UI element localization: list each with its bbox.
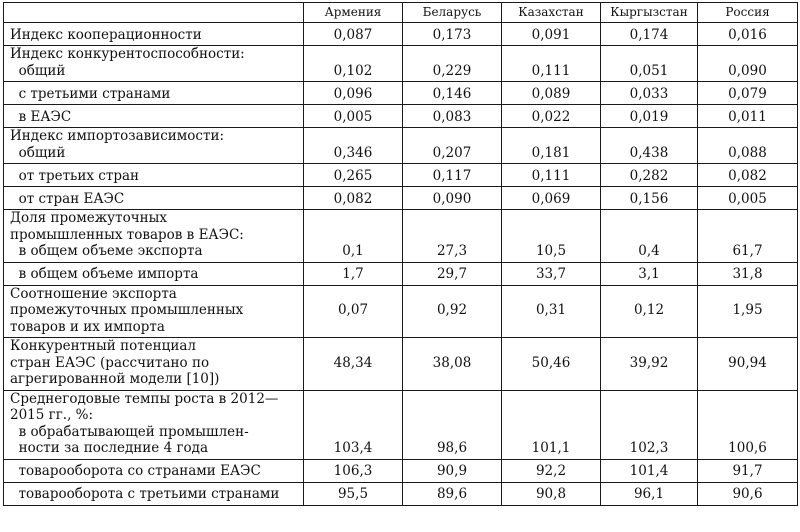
table-row (4, 210, 798, 263)
header-russia: Россия (698, 3, 798, 23)
cell-value: 0,019 (601, 105, 698, 128)
cell-value: 0,083 (403, 105, 502, 128)
table-row (4, 164, 798, 187)
row-label: от стран ЕАЭС (4, 187, 304, 210)
cell-value: 90,6 (698, 482, 798, 505)
cell-value: 1,95 (698, 285, 798, 338)
cell-value: 0,087 (304, 23, 403, 46)
cell-value: 101,1 (502, 390, 601, 459)
cell-value: 0,005 (698, 187, 798, 210)
cell-value: 90,9 (403, 459, 502, 482)
cell-value: 0,082 (304, 187, 403, 210)
cell-value: 103,4 (304, 390, 403, 459)
cell-value: 0,091 (502, 23, 601, 46)
cell-value: 90,8 (502, 482, 601, 505)
cell-value: 0,1 (304, 210, 403, 263)
cell-value: 0,12 (601, 285, 698, 338)
table-row (4, 46, 798, 82)
cell-value: 0,102 (304, 46, 403, 82)
header-row (4, 3, 798, 23)
cell-value: 0,229 (403, 46, 502, 82)
cell-value: 92,2 (502, 459, 601, 482)
table-row (4, 82, 798, 105)
cell-value: 38,08 (403, 338, 502, 391)
cell-value: 29,7 (403, 262, 502, 285)
cell-value: 0,07 (304, 285, 403, 338)
cell-value: 98,6 (403, 390, 502, 459)
table-row (4, 338, 798, 391)
header-kyrgyzstan: Кыргызстан (601, 3, 698, 23)
table-row (4, 105, 798, 128)
cell-value: 0,174 (601, 23, 698, 46)
cell-value: 0,438 (601, 128, 698, 164)
header-belarus: Беларусь (403, 3, 502, 23)
cell-value: 10,5 (502, 210, 601, 263)
cell-value: 3,1 (601, 262, 698, 285)
cell-value: 0,156 (601, 187, 698, 210)
row-label: товарооборота с третьими странами (4, 482, 304, 505)
cell-value: 0,111 (502, 46, 601, 82)
row-label: от третьих стран (4, 164, 304, 187)
table-row (4, 390, 798, 459)
cell-value: 106,3 (304, 459, 403, 482)
cell-value: 102,3 (601, 390, 698, 459)
cell-value: 61,7 (698, 210, 798, 263)
cell-value: 31,8 (698, 262, 798, 285)
cell-value: 0,207 (403, 128, 502, 164)
cell-value: 0,069 (502, 187, 601, 210)
cell-value: 0,090 (698, 46, 798, 82)
cell-value: 39,92 (601, 338, 698, 391)
cell-value: 0,92 (403, 285, 502, 338)
cell-value: 0,096 (304, 82, 403, 105)
cell-value: 0,088 (698, 128, 798, 164)
cell-value: 0,033 (601, 82, 698, 105)
table-row (4, 23, 798, 46)
row-label: Конкурентный потенциал стран ЕАЭС (рассчитано по агрегированной модели [10]) (4, 338, 304, 391)
cell-value: 1,7 (304, 262, 403, 285)
table-row (4, 187, 798, 210)
table-row (4, 262, 798, 285)
cell-value: 100,6 (698, 390, 798, 459)
cell-value: 96,1 (601, 482, 698, 505)
table-row (4, 459, 798, 482)
row-label: Доля промежуточных промышленных товаров в ЕАЭС: в общем объеме экспорта (4, 210, 304, 263)
cell-value: 0,181 (502, 128, 601, 164)
cell-value: 91,7 (698, 459, 798, 482)
row-label: в ЕАЭС (4, 105, 304, 128)
cell-value: 95,5 (304, 482, 403, 505)
indicators-table (3, 2, 798, 506)
header-empty (4, 3, 304, 23)
row-label: Соотношение экспорта промежуточных промышленных товаров и их импорта (4, 285, 304, 338)
cell-value: 0,282 (601, 164, 698, 187)
header-kazakhstan: Казахстан (502, 3, 601, 23)
cell-value: 0,011 (698, 105, 798, 128)
table-row (4, 128, 798, 164)
cell-value: 27,3 (403, 210, 502, 263)
cell-value: 0,082 (698, 164, 798, 187)
cell-value: 33,7 (502, 262, 601, 285)
cell-value: 101,4 (601, 459, 698, 482)
header-armenia: Армения (304, 3, 403, 23)
cell-value: 0,051 (601, 46, 698, 82)
cell-value: 0,089 (502, 82, 601, 105)
cell-value: 0,005 (304, 105, 403, 128)
cell-value: 0,146 (403, 82, 502, 105)
cell-value: 0,4 (601, 210, 698, 263)
cell-value: 90,94 (698, 338, 798, 391)
cell-value: 0,111 (502, 164, 601, 187)
cell-value: 48,34 (304, 338, 403, 391)
cell-value: 0,016 (698, 23, 798, 46)
table-row (4, 482, 798, 505)
row-label: Среднегодовые темпы роста в 2012— 2015 гг., %: в обрабатывающей промышлен- ности за последние 4 года (4, 390, 304, 459)
row-label: с третьими странами (4, 82, 304, 105)
row-label: Индекс кооперационности (4, 23, 304, 46)
cell-value: 0,265 (304, 164, 403, 187)
row-label: в общем объеме импорта (4, 262, 304, 285)
cell-value: 0,31 (502, 285, 601, 338)
cell-value: 0,079 (698, 82, 798, 105)
row-label: Индекс конкурентоспособности: общий (4, 46, 304, 82)
cell-value: 50,46 (502, 338, 601, 391)
row-label: товарооборота со странами ЕАЭС (4, 459, 304, 482)
cell-value: 0,117 (403, 164, 502, 187)
cell-value: 0,346 (304, 128, 403, 164)
cell-value: 89,6 (403, 482, 502, 505)
cell-value: 0,173 (403, 23, 502, 46)
row-label: Индекс импортозависимости: общий (4, 128, 304, 164)
cell-value: 0,090 (403, 187, 502, 210)
cell-value: 0,022 (502, 105, 601, 128)
table-row (4, 285, 798, 338)
